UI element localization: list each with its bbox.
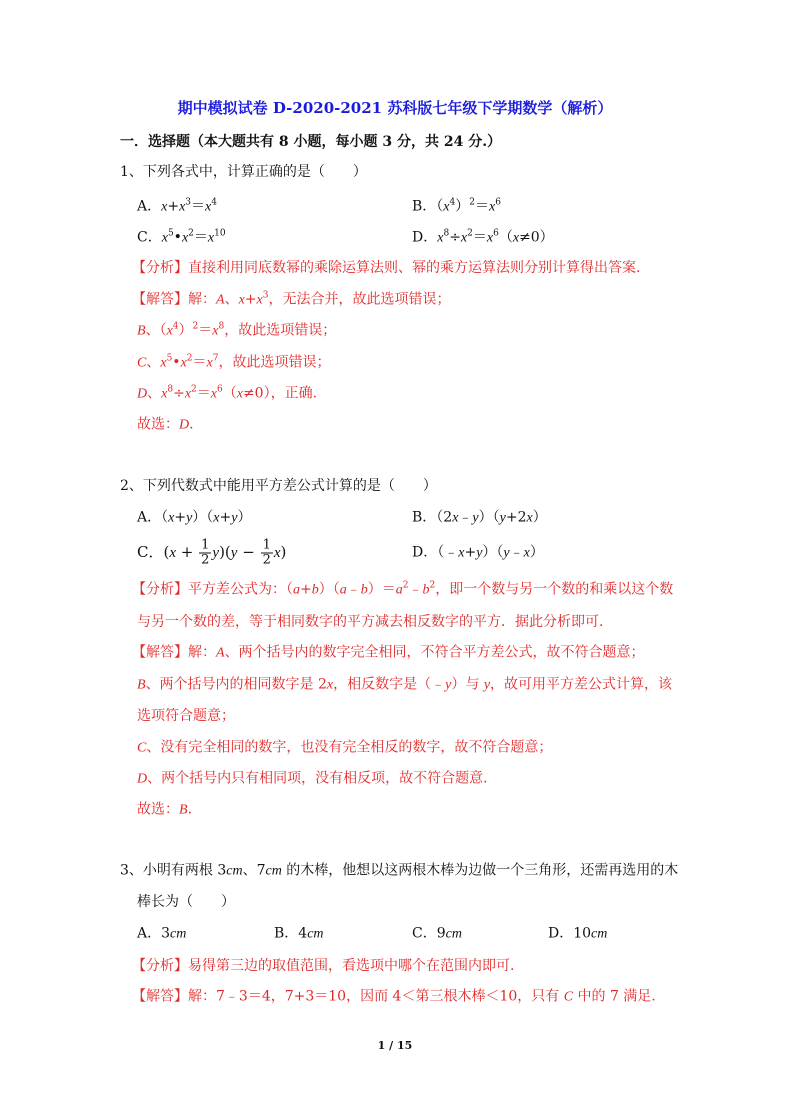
- variable: x: [180, 355, 187, 371]
- variable: x: [488, 199, 496, 215]
- q3-option-a: A．3cm: [137, 925, 187, 942]
- variable: x: [181, 230, 189, 246]
- q2-answer-line: B、两个括号内的相同数字是 2x，相反数字是（﹣y）与 y，故可用平方差公式计算，该: [137, 676, 673, 693]
- variable: x: [523, 545, 530, 561]
- exponent: 2: [191, 384, 197, 395]
- analysis-label: 【分析】: [132, 260, 188, 276]
- exponent: 8: [443, 228, 450, 239]
- exponent: 8: [167, 384, 174, 395]
- exponent: 5: [166, 353, 173, 364]
- q2-option-a: A．（x+y）（x+y）: [137, 509, 252, 526]
- q1-answer-choice: 故选：D.: [137, 416, 194, 433]
- q1-option-b: B．$(x^4)^2=x^6$: [412, 197, 501, 215]
- variable: C: [137, 740, 147, 756]
- variable: x: [207, 230, 215, 246]
- variable: x: [179, 199, 186, 215]
- variable: y: [483, 677, 491, 693]
- exponent: 4: [172, 321, 179, 332]
- variable: x: [161, 386, 168, 402]
- exponent: 2: [192, 321, 199, 332]
- variable: x: [213, 510, 220, 526]
- variable: cm: [265, 863, 282, 879]
- variable: B: [137, 677, 146, 693]
- q1-answer-line: C、$x^5•x^2=x^7$，故此选项错误；: [137, 353, 331, 371]
- q2-analysis-line: 与另一个数的差，等于相同数字的平方减去相反数字的平方．据此分析即可.: [137, 614, 604, 630]
- variable: A: [216, 645, 225, 661]
- variable: x: [169, 545, 177, 561]
- analysis-text: 易得第三边的取值范围，看选项中哪个在范围内即可.: [188, 958, 515, 974]
- variable: x: [326, 677, 334, 693]
- variable: y: [230, 545, 238, 561]
- variable: x: [512, 230, 520, 246]
- q2-option-d: D．（﹣x+y）（y﹣x）: [412, 544, 544, 561]
- exponent: 4: [211, 197, 217, 208]
- question-2-stem: 2、下列代数式中能用平方差公式计算的是（ ）: [120, 478, 437, 494]
- answer-label: 【解答】: [132, 988, 188, 1005]
- variable: y: [476, 545, 483, 561]
- q3-answer: [132, 987, 656, 1008]
- exponent: 4: [449, 197, 456, 208]
- exponent: 2: [429, 580, 436, 591]
- variable: x: [161, 199, 168, 215]
- q2-answer-line: C、没有完全相同的数字，也没有完全相反的数字，故不符合题意；: [137, 739, 553, 756]
- variable: cm: [591, 926, 608, 942]
- q1-answer: [132, 290, 450, 311]
- exponent: 3: [185, 197, 192, 208]
- variable: x: [210, 386, 217, 402]
- variable: x: [206, 355, 213, 371]
- answer-label: 【解答】: [132, 644, 188, 661]
- q3-analysis: [132, 956, 514, 976]
- variable: b: [311, 582, 319, 598]
- analysis-label: 【分析】: [132, 958, 188, 974]
- variable: y: [212, 545, 220, 561]
- exponent: 2: [402, 580, 409, 591]
- variable: a: [339, 582, 347, 598]
- variable: y: [445, 677, 452, 693]
- variable: x: [184, 386, 192, 402]
- variable: x: [166, 323, 173, 339]
- question-3-stem-cont: 棒长为（ ）: [137, 894, 235, 910]
- analysis-label: 【分析】: [132, 581, 188, 598]
- variable: b: [422, 582, 430, 598]
- exponent: 2: [186, 353, 193, 364]
- analysis-text: 直接利用同底数幂的乘除运算法则、幂的乘方运算法则分别计算得出答案.: [188, 260, 641, 276]
- q1-option-c: C．$x^5•x^2=x^{10}$: [137, 228, 226, 246]
- variable: a: [395, 582, 403, 598]
- exponent: 10: [214, 228, 226, 239]
- exponent: 2: [188, 228, 194, 239]
- variable: D: [137, 771, 148, 787]
- variable: x: [256, 292, 263, 308]
- q1-answer-line: B、$(x^4)^2=x^8$，故此选项错误；: [137, 321, 337, 339]
- variable: a: [293, 582, 300, 598]
- q2-analysis: [132, 580, 673, 601]
- variable: cm: [170, 926, 187, 942]
- variable: D: [179, 417, 190, 433]
- q1-option-d: D．$x^8\div x^2=x^6(x\ne 0)$: [412, 228, 554, 246]
- exponent: 6: [216, 384, 223, 395]
- variable: cm: [445, 926, 462, 942]
- exponent: 2: [469, 197, 475, 208]
- q2-answer-choice: 故选：B.: [137, 801, 193, 818]
- q3-option-c: C．9cm: [412, 925, 462, 942]
- variable: x: [273, 545, 281, 561]
- exponent: 7: [212, 353, 219, 364]
- variable: A: [216, 292, 225, 308]
- variable: x: [205, 199, 212, 215]
- exponent: 3: [262, 290, 269, 301]
- exponent: 5: [167, 228, 174, 239]
- variable: y: [503, 545, 510, 561]
- fraction: $\frac{1}{2}$: [262, 537, 271, 568]
- fraction: $\frac{1}{2}$: [201, 537, 210, 568]
- q1-analysis: [132, 258, 640, 278]
- variable: x: [452, 510, 459, 526]
- variable: y: [499, 510, 506, 526]
- q2-option-b: B．（2x﹣y）（y+2x）: [412, 509, 547, 526]
- q2-option-c: C．(x + $\frac{1}{2}$ y)(y − $\frac{1}{2}$ x): [137, 537, 287, 568]
- variable: x: [160, 355, 167, 371]
- variable: x: [460, 230, 468, 246]
- variable: x: [161, 230, 168, 246]
- exponent: 6: [495, 197, 501, 208]
- variable: x: [458, 545, 465, 561]
- variable: y: [186, 510, 193, 526]
- exponent: 8: [218, 321, 225, 332]
- question-3-stem: 3、小明有两根 3cm、7cm 的木棒，他想以这两根木棒为边做一个三角形，还需再选用的木: [120, 862, 679, 879]
- exponent: 6: [493, 228, 499, 239]
- answer-text: 解：7﹣3＝4，7+3＝10，因而 4＜第三根木棒＜10，只有 C 中的 7 满足.: [188, 988, 656, 1005]
- variable: B: [137, 323, 146, 339]
- answer-text: 解：A、$x+x^3$，无法合并，故此选项错误；: [188, 290, 451, 308]
- variable: x: [437, 230, 444, 246]
- variable: x: [486, 230, 494, 246]
- answer-text: 解：A、两个括号内的数字完全相同，不符合平方差公式，故不符合题意；: [188, 644, 645, 661]
- q3-option-b: B．4cm: [274, 925, 324, 942]
- exponent: 2: [467, 228, 473, 239]
- variable: C: [137, 355, 147, 371]
- variable: cm: [307, 926, 324, 942]
- q2-answer-line: 选项符合题意；: [137, 708, 235, 724]
- page-title: 期中模拟试卷 D-2020-2021 苏科版七年级下学期数学（解析）: [177, 99, 613, 117]
- variable: x: [168, 510, 175, 526]
- variable: x: [443, 199, 450, 215]
- q2-answer-line: D、两个括号内只有相同项，没有相反项，故不符合题意.: [137, 770, 488, 787]
- variable: D: [137, 386, 148, 402]
- variable: x: [526, 510, 533, 526]
- variable: x: [236, 386, 243, 402]
- variable: cm: [226, 863, 243, 879]
- variable: y: [231, 510, 238, 526]
- q3-option-d: D．10cm: [548, 925, 608, 942]
- q2-answer: [132, 643, 645, 664]
- variable: C: [563, 989, 574, 1005]
- q1-option-a: A．$x+x^3=x^4$: [137, 197, 217, 215]
- q1-answer-line: D、$x^8\div x^2=x^6(x\ne 0)$，正确.: [137, 384, 318, 402]
- variable: b: [360, 582, 368, 598]
- section-heading: 一．选择题（本大题共有 8 小题，每小题 3 分，共 24 分.）: [120, 134, 502, 150]
- page-number: 1 / 15: [377, 1039, 413, 1052]
- variable: x: [238, 292, 245, 308]
- answer-label: 【解答】: [132, 291, 188, 308]
- question-1-stem: 1、下列各式中，计算正确的是（ ）: [120, 164, 367, 180]
- variable: x: [212, 323, 219, 339]
- variable: y: [472, 510, 479, 526]
- variable: B: [179, 802, 188, 818]
- analysis-text: 平方差公式为：$(a+b)(a﹣b)=a^2﹣b^2$，即一个数与另一个数的和乘以这个数: [188, 580, 674, 598]
